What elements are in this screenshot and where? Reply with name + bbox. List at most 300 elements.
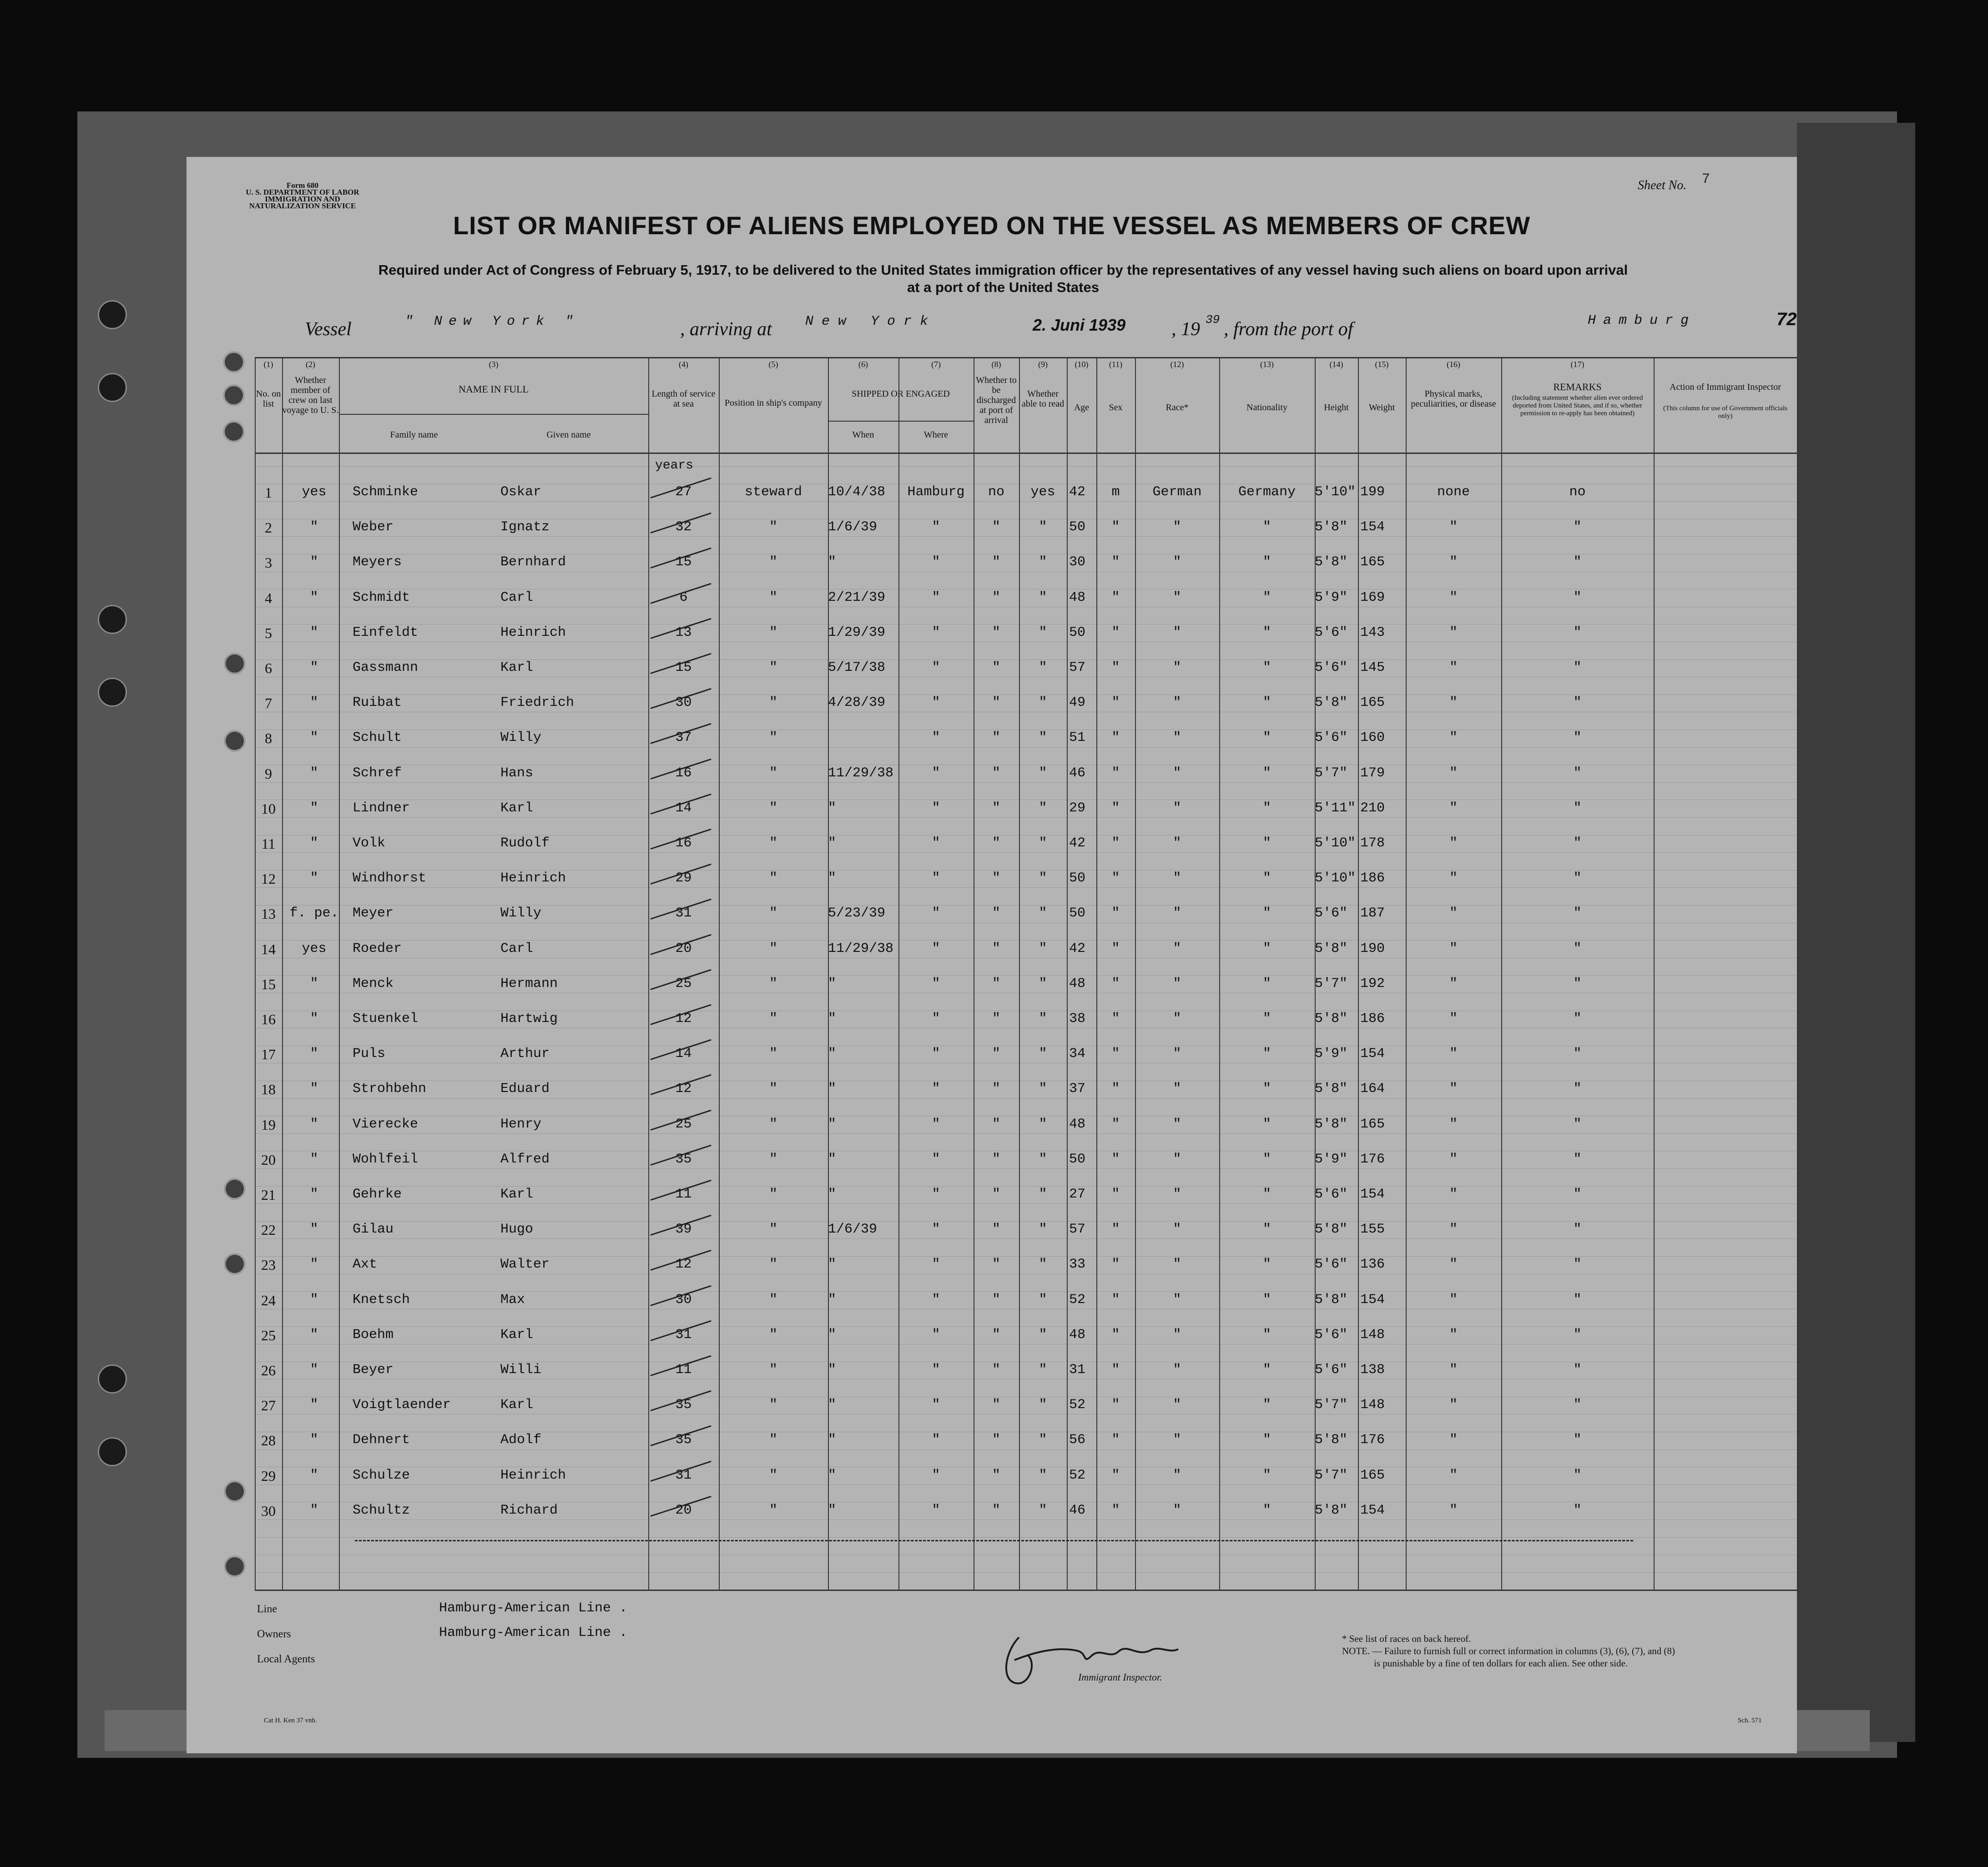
sex-cell: " bbox=[1111, 800, 1120, 816]
height-cell: 5'8" bbox=[1315, 941, 1348, 956]
family-name-cell: Menck bbox=[353, 976, 394, 991]
races-note-block bbox=[1342, 1633, 1779, 1670]
shipped-when-cell: " bbox=[828, 1011, 837, 1027]
length-of-service-cell: 11 bbox=[675, 1362, 692, 1378]
shipped-where-cell: " bbox=[932, 554, 940, 570]
family-name-cell: Ruibat bbox=[353, 695, 402, 711]
able-to-read-cell: " bbox=[1039, 835, 1047, 851]
height-cell: 5'8" bbox=[1315, 695, 1348, 711]
shipped-when-cell: " bbox=[828, 800, 837, 816]
age-cell: 37 bbox=[1069, 1081, 1086, 1097]
height-cell: 5'6" bbox=[1315, 730, 1348, 746]
length-of-service-cell: 15 bbox=[675, 660, 692, 675]
remarks-cell: " bbox=[1573, 1187, 1582, 1202]
able-to-read-cell: " bbox=[1039, 1327, 1047, 1343]
length-of-service-cell: 31 bbox=[675, 1467, 692, 1483]
age-cell: 56 bbox=[1069, 1432, 1086, 1448]
member-last-voyage-cell: " bbox=[310, 1187, 318, 1202]
age-cell: 42 bbox=[1069, 484, 1086, 500]
date-stamp: 2. Juni 1939 bbox=[1033, 316, 1126, 334]
age-cell: 50 bbox=[1069, 1151, 1086, 1167]
able-to-read-cell: " bbox=[1039, 765, 1047, 781]
sex-cell: " bbox=[1111, 589, 1120, 605]
ruled-line bbox=[255, 782, 1797, 783]
physical-marks-cell: " bbox=[1449, 976, 1458, 991]
inspector-label: Immigrant Inspector. bbox=[1078, 1671, 1162, 1683]
physical-marks-cell: " bbox=[1449, 1257, 1458, 1273]
row-number: 21 bbox=[261, 1187, 276, 1203]
family-name-cell: Strohbehn bbox=[353, 1081, 427, 1097]
age-cell: 50 bbox=[1069, 624, 1086, 640]
height-cell: 5'6" bbox=[1315, 1362, 1348, 1378]
discharged-cell: " bbox=[992, 1397, 1000, 1413]
header-action-note: (This column for use of Government officials only) bbox=[1663, 405, 1787, 420]
shipped-where-cell: " bbox=[932, 1081, 940, 1097]
discharged-cell: " bbox=[992, 1151, 1000, 1167]
arriving-label: , arriving at bbox=[680, 319, 772, 340]
given-name-cell: Walter bbox=[500, 1257, 550, 1273]
nationality-cell: " bbox=[1262, 1467, 1271, 1483]
given-name-cell: Karl bbox=[500, 660, 534, 675]
column-number: (1) bbox=[263, 360, 273, 369]
nationality-cell: " bbox=[1262, 1502, 1271, 1518]
family-name-cell: Lindner bbox=[353, 800, 410, 816]
position-cell: " bbox=[769, 1257, 777, 1273]
physical-marks-cell: " bbox=[1449, 1222, 1458, 1238]
age-cell: 33 bbox=[1069, 1257, 1086, 1273]
height-cell: 5'8" bbox=[1315, 1116, 1348, 1132]
nationality-cell: " bbox=[1262, 1187, 1271, 1202]
sex-cell: " bbox=[1111, 1502, 1120, 1518]
binder-ring bbox=[223, 421, 245, 443]
given-name-cell: Willi bbox=[500, 1362, 542, 1378]
header-name-in-full: NAME IN FULL bbox=[459, 383, 529, 395]
weight-cell: 192 bbox=[1360, 976, 1385, 991]
penalty-note-1: NOTE. — Failure to furnish full or correct information in columns (3), (6), (7), and (8) bbox=[1342, 1646, 1675, 1656]
remarks-cell: " bbox=[1573, 835, 1582, 851]
member-last-voyage-cell: " bbox=[310, 835, 318, 851]
row-number: 8 bbox=[265, 730, 272, 747]
able-to-read-cell: " bbox=[1039, 1292, 1047, 1308]
shipped-when-cell: " bbox=[828, 1257, 837, 1273]
race-cell: " bbox=[1173, 765, 1181, 781]
header-length-service: Length of service at sea bbox=[651, 389, 716, 409]
column-number: (5) bbox=[768, 360, 778, 369]
shipped-where-cell: " bbox=[932, 941, 940, 956]
weight-cell: 160 bbox=[1360, 730, 1385, 746]
family-name-cell: Dehnert bbox=[353, 1432, 410, 1448]
sex-cell: " bbox=[1111, 1222, 1120, 1238]
position-cell: " bbox=[769, 765, 777, 781]
discharged-cell: " bbox=[992, 941, 1000, 956]
schedule-code: Sch. 571 bbox=[1738, 1717, 1762, 1724]
remarks-cell: " bbox=[1573, 1046, 1582, 1062]
weight-cell: 155 bbox=[1360, 1222, 1385, 1238]
weight-cell: 143 bbox=[1360, 624, 1385, 640]
length-of-service-cell: 35 bbox=[675, 1397, 692, 1413]
family-name-cell: Windhorst bbox=[353, 871, 427, 886]
height-cell: 5'6" bbox=[1315, 906, 1348, 921]
arriving-port: New York bbox=[805, 314, 937, 329]
family-name-cell: Voigtlaender bbox=[353, 1397, 451, 1413]
age-cell: 51 bbox=[1069, 730, 1086, 746]
nationality-cell: " bbox=[1262, 1397, 1271, 1413]
able-to-read-cell: " bbox=[1039, 1151, 1047, 1167]
family-name-cell: Beyer bbox=[353, 1362, 394, 1378]
discharged-cell: " bbox=[992, 765, 1000, 781]
race-cell: " bbox=[1173, 1467, 1181, 1483]
age-cell: 27 bbox=[1069, 1187, 1086, 1202]
position-cell: " bbox=[769, 1046, 777, 1062]
header-remarks-note: (Including statement whether alien ever ordered deported from United States, and if so, whether permission to re-apply has been obtained) bbox=[1512, 394, 1643, 417]
family-name-cell: Volk bbox=[353, 835, 386, 851]
family-name-cell: Meyers bbox=[353, 554, 402, 570]
shipped-when-cell: 10/4/38 bbox=[828, 484, 886, 500]
given-name-cell: Rudolf bbox=[500, 835, 550, 851]
physical-marks-cell: " bbox=[1449, 906, 1458, 921]
able-to-read-cell: " bbox=[1039, 1502, 1047, 1518]
discharged-cell: " bbox=[992, 906, 1000, 921]
height-cell: 5'9" bbox=[1315, 1151, 1348, 1167]
table-bottom-rule bbox=[255, 1590, 1797, 1591]
able-to-read-cell: " bbox=[1039, 1046, 1047, 1062]
sex-cell: " bbox=[1111, 1432, 1120, 1448]
ruled-line bbox=[255, 1572, 1797, 1573]
column-number: (9) bbox=[1038, 360, 1048, 369]
race-cell: " bbox=[1173, 589, 1181, 605]
weight-cell: 154 bbox=[1360, 1292, 1385, 1308]
nationality-cell: " bbox=[1262, 835, 1271, 851]
given-name-cell: Heinrich bbox=[500, 624, 566, 640]
position-cell: " bbox=[769, 1081, 777, 1097]
length-of-service-cell: 37 bbox=[675, 730, 692, 746]
member-last-voyage-cell: " bbox=[310, 1327, 318, 1343]
ruled-line bbox=[255, 536, 1797, 537]
binder-hole bbox=[98, 300, 127, 329]
remarks-cell: " bbox=[1573, 1327, 1582, 1343]
position-cell: " bbox=[769, 1151, 777, 1167]
shipped-where-cell: " bbox=[932, 1116, 940, 1132]
race-cell: " bbox=[1173, 1327, 1181, 1343]
physical-marks-cell: " bbox=[1449, 624, 1458, 640]
remarks-cell: " bbox=[1573, 1257, 1582, 1273]
line-label: Line bbox=[257, 1603, 277, 1615]
discharged-cell: " bbox=[992, 1222, 1000, 1238]
discharged-cell: " bbox=[992, 1327, 1000, 1343]
race-cell: " bbox=[1173, 1222, 1181, 1238]
physical-marks-cell: " bbox=[1449, 1081, 1458, 1097]
race-cell: " bbox=[1173, 941, 1181, 956]
weight-cell: 176 bbox=[1360, 1432, 1385, 1448]
sex-cell: " bbox=[1111, 1362, 1120, 1378]
row-number: 29 bbox=[261, 1467, 276, 1484]
physical-marks-cell: " bbox=[1449, 1116, 1458, 1132]
able-to-read-cell: " bbox=[1039, 624, 1047, 640]
able-to-read-cell: " bbox=[1039, 1222, 1047, 1238]
row-number: 23 bbox=[261, 1257, 276, 1273]
column-number: (2) bbox=[306, 360, 315, 369]
position-cell: " bbox=[769, 1222, 777, 1238]
discharged-cell: " bbox=[992, 800, 1000, 816]
sex-cell: " bbox=[1111, 1257, 1120, 1273]
row-number: 19 bbox=[261, 1116, 276, 1133]
discharged-cell: " bbox=[992, 1011, 1000, 1027]
discharged-cell: " bbox=[992, 1502, 1000, 1518]
position-cell: " bbox=[769, 554, 777, 570]
height-cell: 5'8" bbox=[1315, 1292, 1348, 1308]
position-cell: " bbox=[769, 519, 777, 535]
able-to-read-cell: yes bbox=[1030, 484, 1055, 500]
row-number: 16 bbox=[261, 1011, 276, 1027]
length-of-service-cell: 13 bbox=[675, 624, 692, 640]
length-of-service-cell: 20 bbox=[675, 1502, 692, 1518]
discharged-cell: " bbox=[992, 730, 1000, 746]
remarks-cell: no bbox=[1569, 484, 1586, 500]
age-cell: 46 bbox=[1069, 1502, 1086, 1518]
year-prefix: , 19 bbox=[1171, 319, 1200, 340]
binder-ring bbox=[224, 730, 246, 752]
member-last-voyage-cell: " bbox=[310, 1432, 318, 1448]
header-weight: Weight bbox=[1368, 403, 1395, 413]
header-when: When bbox=[852, 430, 874, 440]
height-cell: 5'8" bbox=[1315, 1222, 1348, 1238]
position-cell: " bbox=[769, 1502, 777, 1518]
race-cell: " bbox=[1173, 1432, 1181, 1448]
shipped-when-cell: 5/17/38 bbox=[828, 660, 886, 675]
discharged-cell: " bbox=[992, 1116, 1000, 1132]
nationality-cell: " bbox=[1262, 1362, 1271, 1378]
age-cell: 31 bbox=[1069, 1362, 1086, 1378]
shipped-where-cell: " bbox=[932, 730, 940, 746]
shipped-where-cell: " bbox=[932, 1151, 940, 1167]
age-cell: 30 bbox=[1069, 554, 1086, 570]
sex-cell: " bbox=[1111, 976, 1120, 991]
position-cell: " bbox=[769, 589, 777, 605]
physical-marks-cell: " bbox=[1449, 1502, 1458, 1518]
discharged-cell: " bbox=[992, 1432, 1000, 1448]
race-cell: " bbox=[1173, 554, 1181, 570]
position-cell: " bbox=[769, 1327, 777, 1343]
vessel-name: " New York " bbox=[405, 314, 580, 329]
header-position: Position in ship's company bbox=[724, 398, 822, 408]
header-given-name: Given name bbox=[546, 430, 591, 440]
length-of-service-cell: 12 bbox=[675, 1081, 692, 1097]
able-to-read-cell: " bbox=[1039, 1116, 1047, 1132]
member-last-voyage-cell: " bbox=[310, 1046, 318, 1062]
member-last-voyage-cell: " bbox=[310, 624, 318, 640]
remarks-cell: " bbox=[1573, 906, 1582, 921]
discharged-cell: " bbox=[992, 1046, 1000, 1062]
weight-cell: 154 bbox=[1360, 1046, 1385, 1062]
sex-cell: " bbox=[1111, 1467, 1120, 1483]
remarks-cell: " bbox=[1573, 1502, 1582, 1518]
column-number: (10) bbox=[1075, 360, 1089, 369]
given-name-cell: Hugo bbox=[500, 1222, 534, 1238]
shipped-when-cell: 1/6/39 bbox=[828, 1222, 878, 1238]
physical-marks-cell: " bbox=[1449, 730, 1458, 746]
given-name-cell: Karl bbox=[500, 1187, 534, 1202]
remarks-cell: " bbox=[1573, 765, 1582, 781]
nationality-cell: " bbox=[1262, 554, 1271, 570]
remarks-cell: " bbox=[1573, 1362, 1582, 1378]
height-cell: 5'8" bbox=[1315, 1011, 1348, 1027]
given-name-cell: Richard bbox=[500, 1502, 558, 1518]
remarks-cell: " bbox=[1573, 1397, 1582, 1413]
length-of-service-cell: 20 bbox=[675, 941, 692, 956]
race-cell: " bbox=[1173, 1292, 1181, 1308]
position-cell: " bbox=[769, 976, 777, 991]
year-suffix: 39 bbox=[1206, 313, 1220, 327]
age-cell: 52 bbox=[1069, 1397, 1086, 1413]
weight-cell: 165 bbox=[1360, 554, 1385, 570]
race-cell: " bbox=[1173, 660, 1181, 675]
member-last-voyage-cell: yes bbox=[302, 484, 327, 500]
row-number: 20 bbox=[261, 1151, 276, 1168]
discharged-cell: " bbox=[992, 589, 1000, 605]
sex-cell: " bbox=[1111, 730, 1120, 746]
physical-marks-cell: " bbox=[1449, 1292, 1458, 1308]
family-name-cell: Gilau bbox=[353, 1222, 394, 1238]
weight-cell: 190 bbox=[1360, 941, 1385, 956]
nationality-cell: " bbox=[1262, 660, 1271, 675]
column-number: (12) bbox=[1170, 360, 1184, 369]
column-rule bbox=[648, 357, 649, 1590]
header-member-last-voyage: Whether member of crew on last voyage to U. S. bbox=[282, 375, 339, 415]
nationality-cell: " bbox=[1262, 1011, 1271, 1027]
weight-cell: 138 bbox=[1360, 1362, 1385, 1378]
sex-cell: " bbox=[1111, 765, 1120, 781]
binder-hole bbox=[98, 605, 127, 634]
length-of-service-cell: 35 bbox=[675, 1432, 692, 1448]
height-cell: 5'10" bbox=[1315, 871, 1356, 886]
age-cell: 57 bbox=[1069, 1222, 1086, 1238]
shipped-where-cell: " bbox=[932, 519, 940, 535]
weight-cell: 199 bbox=[1360, 484, 1385, 500]
height-cell: 5'7" bbox=[1315, 1467, 1348, 1483]
column-number: (11) bbox=[1109, 360, 1123, 369]
race-cell: " bbox=[1173, 835, 1181, 851]
member-last-voyage-cell: " bbox=[310, 1502, 318, 1518]
shipped-when-cell: " bbox=[828, 554, 837, 570]
length-of-service-cell: 25 bbox=[675, 1116, 692, 1132]
column-number: (17) bbox=[1570, 360, 1584, 369]
family-name-cell: Schmidt bbox=[353, 589, 410, 605]
nationality-cell: " bbox=[1262, 624, 1271, 640]
weight-cell: 154 bbox=[1360, 1187, 1385, 1202]
shipped-where-cell: " bbox=[932, 1011, 940, 1027]
nationality-cell: " bbox=[1262, 1257, 1271, 1273]
nationality-cell: Germany bbox=[1238, 484, 1296, 500]
height-cell: 5'8" bbox=[1315, 1081, 1348, 1097]
physical-marks-cell: " bbox=[1449, 1467, 1458, 1483]
sheet-label: Sheet No. bbox=[1638, 178, 1687, 192]
race-cell: " bbox=[1173, 1151, 1181, 1167]
nationality-cell: " bbox=[1262, 941, 1271, 956]
shipped-when-cell: " bbox=[828, 1327, 837, 1343]
inspector-signature bbox=[987, 1624, 1187, 1696]
race-cell: " bbox=[1173, 976, 1181, 991]
member-last-voyage-cell: " bbox=[310, 589, 318, 605]
ruled-line bbox=[255, 747, 1797, 748]
remarks-cell: " bbox=[1573, 1011, 1582, 1027]
length-of-service-cell: 30 bbox=[675, 695, 692, 711]
column-number: (6) bbox=[858, 360, 868, 369]
weight-cell: 154 bbox=[1360, 1502, 1385, 1518]
shipped-when-cell: 5/23/39 bbox=[828, 906, 886, 921]
weight-cell: 145 bbox=[1360, 660, 1385, 675]
sex-cell: " bbox=[1111, 519, 1120, 535]
shipped-where-cell: " bbox=[932, 660, 940, 675]
shipped-where-cell: " bbox=[932, 589, 940, 605]
shipped-where-cell: " bbox=[932, 1222, 940, 1238]
family-name-cell: Schult bbox=[353, 730, 402, 746]
height-cell: 5'9" bbox=[1315, 1046, 1348, 1062]
family-name-cell: Schref bbox=[353, 765, 402, 781]
nationality-cell: " bbox=[1262, 906, 1271, 921]
given-name-cell: Arthur bbox=[500, 1046, 550, 1062]
able-to-read-cell: " bbox=[1039, 1467, 1047, 1483]
race-cell: " bbox=[1173, 624, 1181, 640]
ruled-line bbox=[255, 1203, 1797, 1204]
member-last-voyage-cell: " bbox=[310, 1116, 318, 1132]
name-subheader-rule bbox=[339, 414, 648, 415]
form-number: Form 680 bbox=[286, 181, 319, 190]
family-name-cell: Gassmann bbox=[353, 660, 419, 675]
length-of-service-cell: 35 bbox=[675, 1151, 692, 1167]
row-number: 14 bbox=[261, 941, 276, 957]
discharged-cell: " bbox=[992, 660, 1000, 675]
remarks-cell: " bbox=[1573, 800, 1582, 816]
sex-cell: " bbox=[1111, 1151, 1120, 1167]
age-cell: 50 bbox=[1069, 871, 1086, 886]
service: IMMIGRATION AND NATURALIZATION SERVICE bbox=[249, 195, 356, 210]
length-of-service-cell: 11 bbox=[675, 1187, 692, 1202]
length-of-service-cell: 14 bbox=[675, 800, 692, 816]
weight-cell: 169 bbox=[1360, 589, 1385, 605]
physical-marks-cell: " bbox=[1449, 519, 1458, 535]
sex-cell: " bbox=[1111, 1397, 1120, 1413]
age-cell: 38 bbox=[1069, 1011, 1086, 1027]
position-cell: " bbox=[769, 1292, 777, 1308]
position-cell: " bbox=[769, 660, 777, 675]
physical-marks-cell: " bbox=[1449, 1011, 1458, 1027]
length-of-service-cell: 14 bbox=[675, 1046, 692, 1062]
able-to-read-cell: " bbox=[1039, 976, 1047, 991]
column-rule bbox=[1067, 357, 1068, 1590]
races-note: * See list of races on back hereof. bbox=[1342, 1633, 1471, 1644]
row-number: 7 bbox=[265, 695, 272, 712]
length-of-service-cell: 31 bbox=[675, 906, 692, 921]
nationality-cell: " bbox=[1262, 1222, 1271, 1238]
position-cell: " bbox=[769, 1116, 777, 1132]
shipped-where-cell: " bbox=[932, 765, 940, 781]
age-cell: 48 bbox=[1069, 589, 1086, 605]
member-last-voyage-cell: " bbox=[310, 730, 318, 746]
shipped-when-cell: 4/28/39 bbox=[828, 695, 886, 711]
background-sheet-edge bbox=[1797, 123, 1915, 1742]
able-to-read-cell: " bbox=[1039, 554, 1047, 570]
age-cell: 52 bbox=[1069, 1292, 1086, 1308]
header-action: Action of Immigrant Inspector bbox=[1670, 382, 1781, 392]
physical-marks-cell: " bbox=[1449, 660, 1458, 675]
member-last-voyage-cell: " bbox=[310, 1362, 318, 1378]
ruled-line bbox=[255, 817, 1797, 818]
row-number: 4 bbox=[265, 589, 272, 606]
length-of-service-cell: 6 bbox=[679, 589, 688, 605]
able-to-read-cell: " bbox=[1039, 871, 1047, 886]
length-of-service-cell: 12 bbox=[675, 1257, 692, 1273]
weight-cell: 136 bbox=[1360, 1257, 1385, 1273]
